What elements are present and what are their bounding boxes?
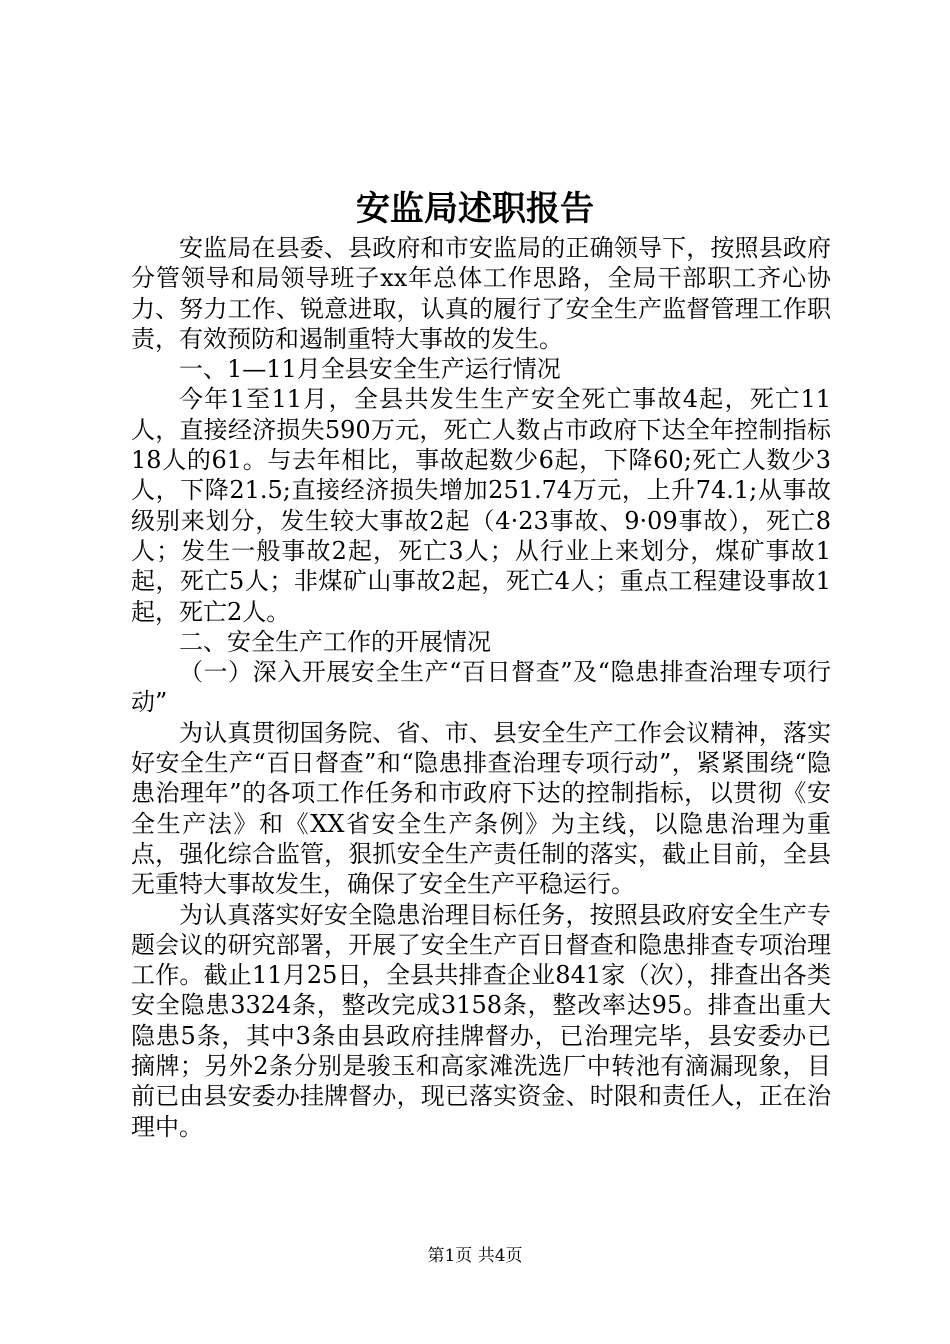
page-footer: 第1页 共4页	[427, 1246, 523, 1266]
document-title: 安监局述职报告	[356, 189, 594, 229]
section-heading-2: 二、安全生产工作的开展情况	[179, 627, 491, 656]
section-heading-1: 一、1—11月全县安全生产运行情况	[179, 355, 561, 384]
subsection-heading-1: （一）深入开展安全生产“百日督查”及“隐患排查治理专项行动”	[131, 658, 831, 717]
document-body	[131, 233, 831, 1142]
statistics-paragraph: 今年1至11月，全县共发生生产安全死亡事故4起，死亡11人，直接经济损失590万元，死亡人数占市政府下达全年控制指标18人的61。与去年相比，事故起数少6起，下降60;死亡人数少3人，下降21.5;直接经济损失增加251.74万元，上升74.1;从事故级别来划分，发生较大事故2起（4·23事故、9·09事故），死亡8人；发生一般事故2起，死亡3人；从行业上来划分，煤矿事故1起，死亡5人；非煤矿山事故2起，死亡4人；重点工程建设事故1起，死亡2人。	[131, 385, 831, 626]
intro-paragraph: 安监局在县委、县政府和市安监局的正确领导下，按照县政府分管领导和局领导班子xx年总体工作思路，全局干部职工齐心协力、努力工作、锐意进取，认真的履行了安全生产监督管理工作职责，有效预防和遏制重特大事故的发生。	[131, 234, 831, 353]
body-paragraph: 为认真落实好安全隐患治理目标任务，按照县政府安全生产专题会议的研究部署，开展了安全生产百日督查和隐患排查专项治理工作。截止11月25日，全县共排查企业841家（次），排查出各类安全隐患3324条，整改完成3158条，整改率达95。排查出重大隐患5条，其中3条由县政府挂牌督办，已治理完毕，县安委办已摘牌；另外2条分别是骏玉和高家滩洗选厂中转池有滴漏现象，目前已由县安委办挂牌督办，现已落实资金、时限和责任人，正在治理中。	[131, 900, 831, 1141]
body-paragraph: 为认真贯彻国务院、省、市、县安全生产工作会议精神，落实好安全生产“百日督查”和“隐患排查治理专项行动”，紧紧围绕“隐患治理年”的各项工作任务和市政府下达的控制指标，以贯彻《安全生产法》和《XX省安全生产条例》为主线，以隐患治理为重点，强化综合监管，狠抓安全生产责任制的落实，截止目前，全县无重特大事故发生，确保了安全生产平稳运行。	[131, 718, 831, 899]
